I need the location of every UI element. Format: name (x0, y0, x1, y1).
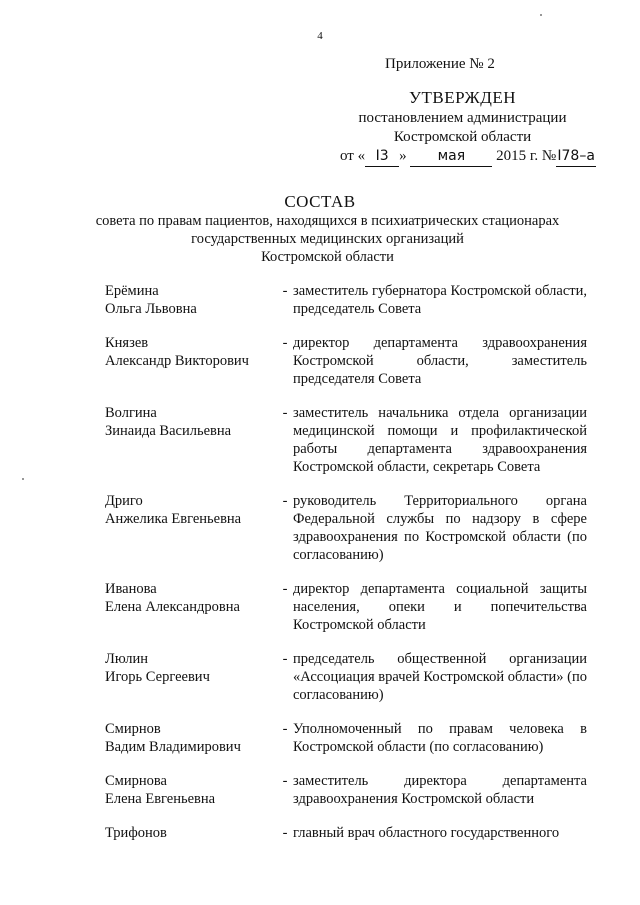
approval-title: УТВЕРЖДЕН (409, 88, 516, 107)
member-surname: Дриго (105, 493, 143, 509)
member-dash: - (282, 825, 288, 841)
member-role: заместитель начальника отдела организации медицинской помощи и профилактической работы департамента здравоохранения Костромской области, секретарь Совета (293, 405, 587, 475)
member-surname: Трифонов (105, 825, 167, 841)
subtitle-line: Костромской области (261, 249, 394, 265)
page-number: 4 (317, 30, 323, 42)
member-entry (105, 650, 587, 704)
member-surname: Ерёмина (105, 283, 159, 299)
member-given-name: Игорь Сергеевич (105, 669, 210, 685)
composition-subtitle (60, 212, 595, 266)
member-entry (105, 720, 587, 756)
order-year: 2015 г. № (496, 148, 557, 164)
approval-line-2: Костромской области (393, 129, 532, 145)
member-entry (105, 772, 587, 808)
member-surname: Иванова (105, 581, 157, 597)
member-dash: - (282, 651, 288, 667)
member-name (105, 492, 277, 564)
member-given-name: Ольга Львовна (105, 301, 197, 317)
member-role: руководитель Территориального органа Федеральной службы по надзору в сфере здравоохранения по Костромской области (по согласованию) (293, 493, 587, 563)
order-number: I78–а (556, 147, 596, 167)
member-name (105, 824, 277, 842)
scan-speck (540, 14, 542, 16)
member-name (105, 282, 277, 318)
member-given-name: Анжелика Евгеньевна (105, 511, 242, 527)
member-dash: - (282, 335, 288, 351)
member-entry (105, 282, 587, 318)
member-role: заместитель директора департамента здравоохранения Костромской области (293, 773, 587, 807)
appendix-label: Приложение № 2 (385, 56, 495, 72)
order-day: I3 (365, 147, 399, 167)
member-given-name: Вадим Владимирович (105, 739, 241, 755)
member-dash: - (282, 493, 288, 509)
member-dash: - (282, 283, 288, 299)
member-surname: Смирнов (105, 721, 161, 737)
member-given-name: Александр Викторович (105, 353, 249, 369)
member-role: главный врач областного государственного (293, 825, 560, 841)
member-role: директор департамента социальной защиты населения, опеки и попечительства Костромской области (293, 581, 587, 633)
member-given-name: Елена Александровна (105, 599, 240, 615)
member-role: председатель общественной организации «Ассоциация врачей Костромской области» (по согласованию) (293, 651, 587, 703)
member-given-name: Елена Евгеньевна (105, 791, 216, 807)
member-dash: - (282, 721, 288, 737)
member-name (105, 720, 277, 756)
subtitle-line: совета по правам пациентов, находящихся в психиатрических стационарах (95, 213, 560, 229)
order-line (340, 147, 595, 167)
member-surname: Князев (105, 335, 149, 351)
members-list (105, 282, 587, 842)
member-name (105, 580, 277, 634)
member-entry (105, 580, 587, 634)
member-dash: - (282, 581, 288, 597)
order-mid: » (399, 148, 407, 164)
member-surname: Смирнова (105, 773, 167, 789)
composition-title: СОСТАВ (284, 192, 356, 211)
member-role: Уполномоченный по правам человека в Костромской области (по согласованию) (293, 721, 587, 755)
member-surname: Люлин (105, 651, 149, 667)
member-name (105, 404, 277, 476)
member-role: директор департамента здравоохранения Костромской области, заместитель председателя Совета (293, 335, 587, 387)
order-month: мая (410, 147, 492, 167)
member-entry (105, 492, 587, 564)
member-entry (105, 824, 587, 842)
member-name (105, 650, 277, 704)
member-dash: - (282, 405, 288, 421)
member-entry (105, 404, 587, 476)
approval-line-1: постановлением администрации (358, 110, 567, 126)
order-prefix: от « (340, 148, 366, 164)
scan-speck (22, 478, 24, 480)
member-dash: - (282, 773, 288, 789)
subtitle-line: государственных медицинских организаций (191, 231, 464, 247)
member-name (105, 334, 277, 388)
member-role: заместитель губернатора Костромской области, председатель Совета (293, 283, 587, 317)
member-entry (105, 334, 587, 388)
member-given-name: Зинаида Васильевна (105, 423, 232, 439)
member-surname: Волгина (105, 405, 157, 421)
approval-block (340, 88, 595, 167)
member-name (105, 772, 277, 808)
